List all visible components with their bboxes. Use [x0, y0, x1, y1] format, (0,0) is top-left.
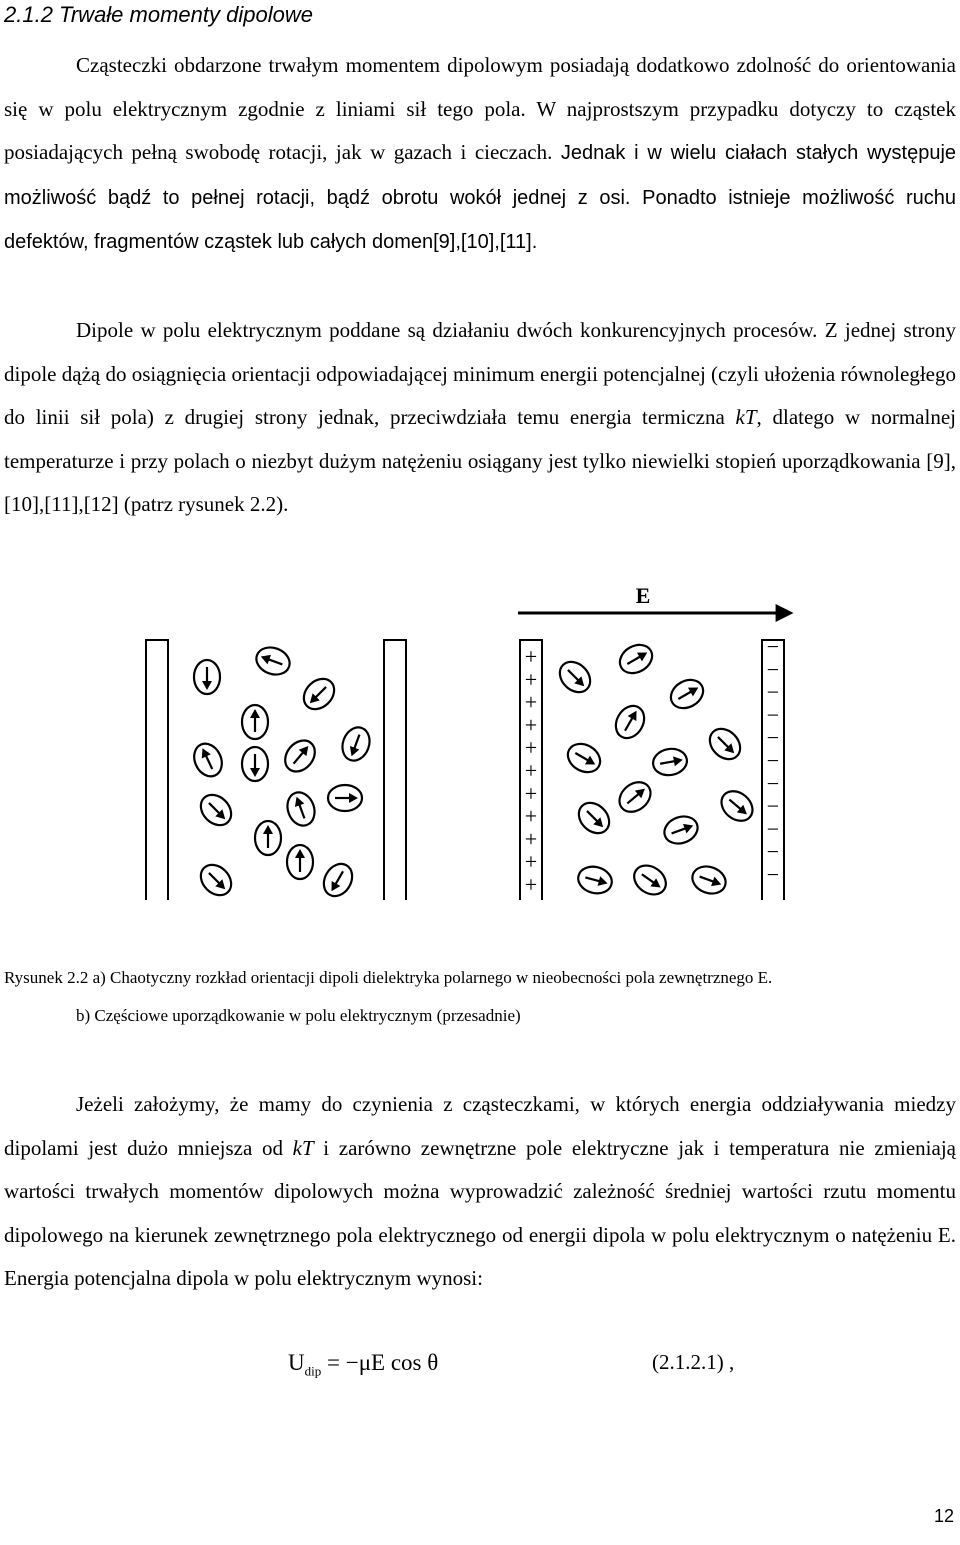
equation-number: (2.1.2.1) , [652, 1350, 735, 1374]
dipole-icon [287, 845, 313, 879]
minus-sign: − [766, 748, 780, 773]
minus-signs [767, 634, 779, 887]
minus-sign: − [766, 839, 780, 865]
electrode-left-a [146, 640, 168, 900]
section-heading: 2.1.2 Trwałe momenty dipolowe [4, 2, 313, 27]
minus-sign: − [766, 702, 780, 728]
paragraph-1 [4, 44, 956, 265]
dipoles-panel-b [554, 639, 759, 900]
dipoles-panel-a [189, 643, 374, 900]
paragraph-2-text-b: , dlatego w normalnej temperaturze i przy polach o niezbyt dużym natężeniu osiągany jest tylko niewielki stopień uporządkowania [9],[10],[11],[12] (patrz rysunek 2.2). [4, 405, 956, 516]
dipole-icon [651, 746, 689, 778]
paragraph-1-text-b: Jednak i w wielu ciałach stałych występuje możliwość bądź to pełnej rotacji, bądź obrotu wokół jednej z osi. Ponadto istnieje możliwość ruchu defektów, fragmentów cząstek lub całych domen[9],[10],[11]. [4, 142, 957, 253]
dipole-icon [195, 859, 237, 900]
paragraph-3 [4, 1083, 956, 1301]
dipole-icon [563, 738, 605, 778]
plus-sign: + [524, 826, 538, 852]
dipole-icon [253, 643, 294, 679]
dipole-icon [194, 660, 220, 694]
plus-sign: + [524, 758, 538, 783]
minus-sign: − [766, 679, 780, 705]
minus-sign: − [766, 816, 780, 842]
dipole-icon [689, 862, 730, 898]
kt-symbol: kT [735, 405, 757, 429]
dipole-icon [704, 723, 746, 765]
plus-sign: + [524, 712, 538, 738]
plus-signs [525, 644, 537, 897]
dipole-icon [573, 797, 615, 839]
plus-sign: + [524, 644, 538, 669]
dipole-icon [716, 785, 759, 827]
dipole-icon [298, 673, 340, 715]
page-number: 12 [933, 1506, 954, 1526]
plus-sign: + [524, 735, 538, 761]
dipole-icon [255, 821, 281, 855]
dipole-icon [666, 674, 708, 714]
minus-sign: − [766, 862, 780, 887]
dipole-icon [615, 639, 657, 679]
figure-caption-line2: b) Częściowe uporządkowanie w polu elektrycznym (przesadnie) [76, 1006, 521, 1025]
equation-rhs: = −μE cos θ [327, 1350, 439, 1375]
plus-sign: + [524, 780, 538, 806]
kt-symbol-2: kT [292, 1135, 314, 1160]
dipole-icon [283, 789, 319, 830]
dipole-icon [189, 739, 227, 781]
dipole-icon [614, 776, 657, 818]
paragraph-3-text-a: Jeżeli założymy, że mamy do czynienia z cząsteczkami, w których energia oddziaływania miedzy dipolami jest dużo mniejsza od [4, 1092, 956, 1160]
minus-sign: − [766, 793, 780, 819]
field-label-e: E [635, 583, 651, 608]
plus-sign: + [524, 803, 538, 829]
dipole-icon [242, 747, 268, 781]
minus-sign: − [766, 634, 780, 659]
minus-sign: − [766, 656, 780, 682]
equation-subscript: dip [304, 1363, 322, 1379]
dipole-icon [195, 789, 237, 831]
plus-sign: + [524, 689, 538, 715]
dipole-icon [661, 812, 702, 848]
minus-sign: − [766, 725, 780, 751]
electrode-right-a [384, 640, 406, 900]
equation [288, 1350, 438, 1380]
dipole-icon [328, 785, 362, 811]
equation-lhs: U [288, 1350, 305, 1375]
dipole-figure [0, 570, 960, 900]
paragraph-2 [4, 309, 956, 527]
paragraph-1-text: Cząsteczki obdarzone trwałym momentem dipolowym posiadają dodatkowo zdolność do orientowania się w polu elektrycznym zgodnie z liniami sił tego pola. W najprostszym przypadku dotyczy to cząstek posiadających pełną swobodę rotacji, jak w gazach i cieczach. [4, 53, 956, 164]
dipole-icon [338, 724, 374, 765]
dipole-icon [629, 860, 672, 900]
minus-sign: − [766, 770, 780, 796]
figure-caption-line1: Rysunek 2.2 a) Chaotyczny rozkład orientacji dipoli dielektryka polarnego w nieobecności pola zewnętrznego E. [4, 968, 773, 987]
dipole-icon [554, 656, 596, 698]
paragraph-3-text-b: i zarówno zewnętrzne pole elektryczne jak i temperatura nie zmieniają wartości trwałych momentów dipolowych można wyprowadzić zależność średniej wartości rzutu momentu dipolowego na kierunek zewnętrznego pola elektrycznego od energii dipola w polu elektrycznym o natężeniu E. Energia potencjalna dipola w polu elektrycznym wynosi: [4, 1135, 956, 1290]
dipole-icon [610, 701, 650, 743]
dipole-icon [318, 859, 358, 900]
dipole-icon [242, 705, 268, 739]
plus-sign: + [524, 666, 538, 692]
dipole-icon [575, 863, 615, 897]
paragraph-2-text-a: Dipole w polu elektrycznym poddane są działaniu dwóch konkurencyjnych procesów. Z jednej strony dipole dążą do osiągnięcia orientacji odpowiadającej minimum energii potencjalnej (czyli ułożenia równoległego do linii sił pola) z drugiej strony jednak, przeciwdziała temu energia termiczna [4, 318, 956, 429]
plus-sign: + [524, 849, 538, 875]
dipole-icon [279, 735, 321, 778]
plus-sign: + [524, 872, 538, 897]
